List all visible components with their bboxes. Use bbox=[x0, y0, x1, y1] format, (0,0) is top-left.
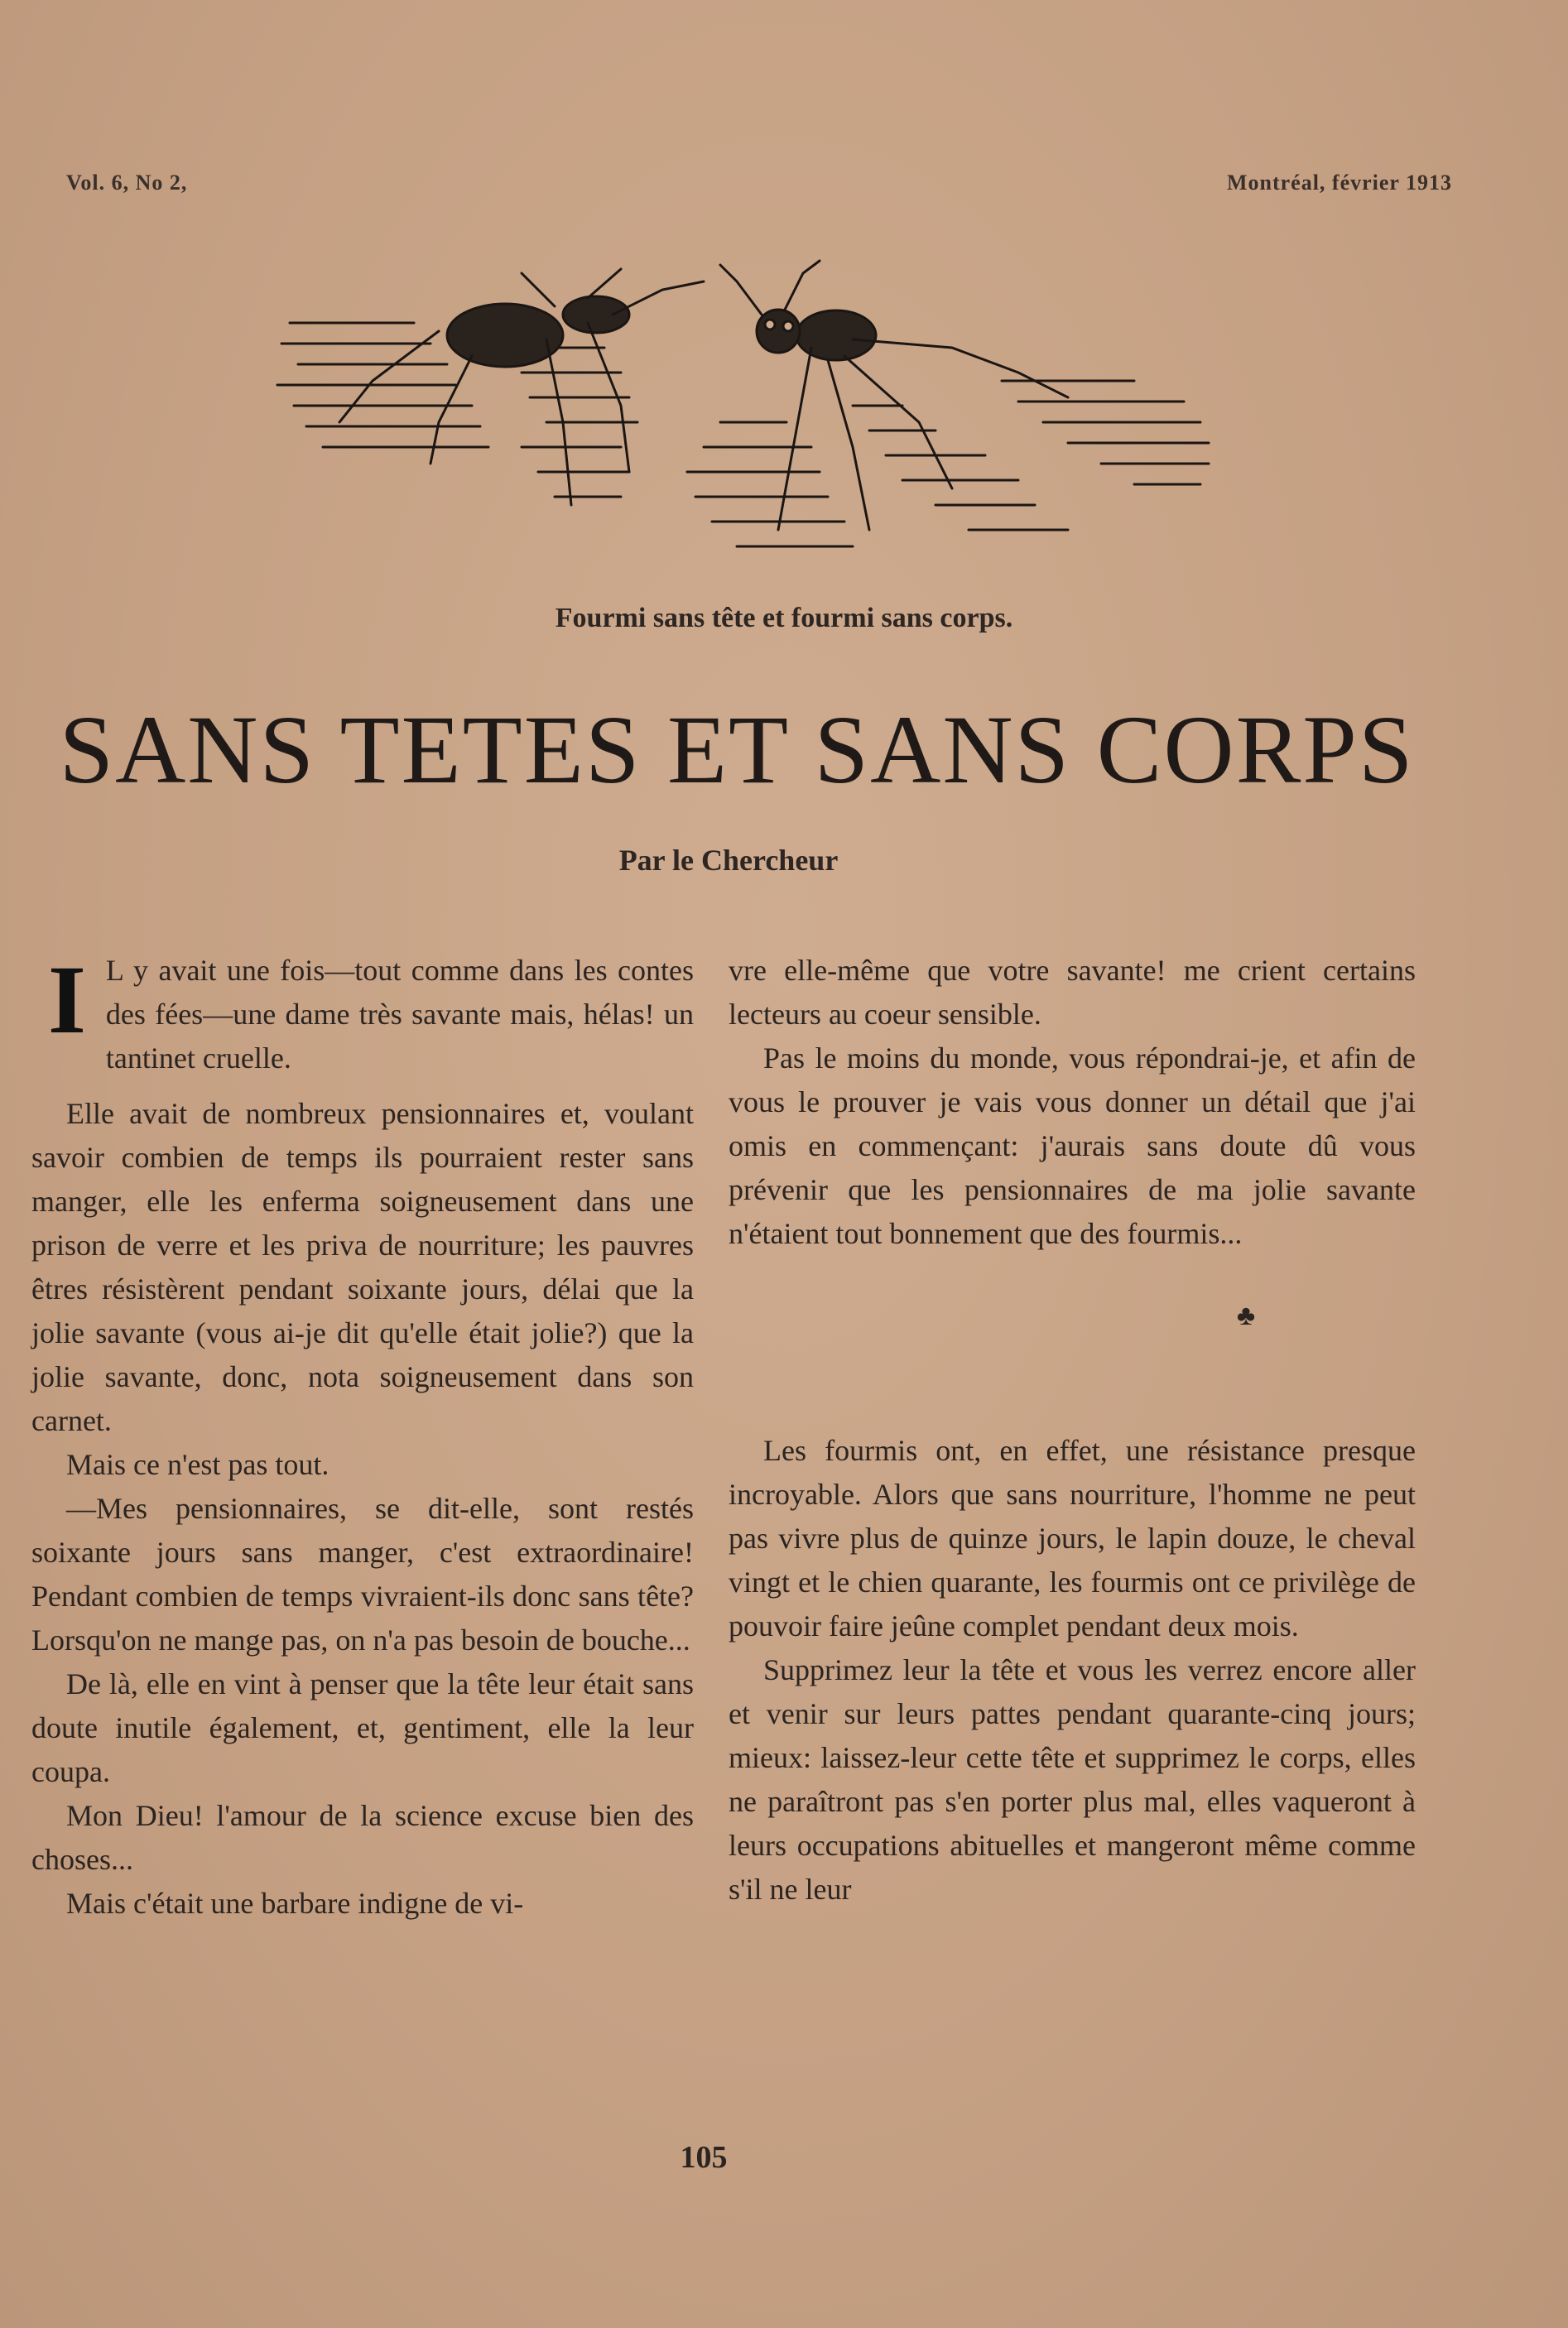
ornament-icon: ♣ bbox=[1236, 1301, 1256, 1331]
paragraph: —Mes pensionnaires, se dit-elle, sont restés soixante jours sans manger, c'est extraordinaire! Pendant combien de temps vivraient-ils donc sans tête? Lorsqu'on ne mange pas, on n'a pas besoin de bouche... bbox=[31, 1492, 694, 1657]
page-number: 105 bbox=[680, 2140, 728, 2175]
paragraph: Pas le moins du monde, vous répondrai-je, et afin de vous le prouver je vais vous donner un détail que j'ai omis en commençant: j'aurais sans doute dû vous prévenir que les pensionnaires de ma jolie savante n'étaient tout bonnement que des fourmis... bbox=[729, 1041, 1416, 1250]
article-title: SANS TETES ET SANS CORPS bbox=[59, 695, 1415, 804]
paragraph: De là, elle en vint à penser que la tête leur était sans doute inutile également, et, gentiment, elle la leur coupa. bbox=[31, 1667, 694, 1788]
paragraph: Mais c'était une barbare indigne de vi- bbox=[66, 1887, 524, 1920]
right-column bbox=[729, 949, 1416, 1912]
paragraph: Elle avait de nombreux pensionnaires et, voulant savoir combien de temps ils pourraient rester sans manger, elle les enferma soigneusement dans une prison de verre et les priva de nourriture; les pauvres êtres résistèrent pendant soixante jours, délai que la jolie savante (vous ai-je dit qu'elle était jolie?) que la jolie savante, donc, nota soigneusement dans son carnet. bbox=[31, 1097, 694, 1437]
paragraph: Les fourmis ont, en effet, une résistance presque incroyable. Alors que sans nourriture, l'homme ne peut pas vivre plus de quinze jours, le lapin douze, le cheval vingt et le chien quarante, les fourmis ont ce privilège de pouvoir faire jeûne complet pendant deux mois. bbox=[729, 1434, 1416, 1643]
byline: Par le Chercheur bbox=[618, 844, 839, 877]
illustration-caption: Fourmi sans tête et fourmi sans corps. bbox=[555, 603, 1013, 633]
paragraph: Mais ce n'est pas tout. bbox=[66, 1448, 329, 1481]
dropcap: I bbox=[48, 945, 86, 1054]
paragraph: Supprimez leur la tête et vous les verrez encore aller et venir sur leurs pattes pendant quarante-cinq jours; mieux: laissez-leur cette tête et supprimez le corps, elles ne paraîtront pas s'en porter plus mal, elles vaqueront à leurs occupations abituelles et mangeront même comme s'il ne leur bbox=[729, 1653, 1416, 1906]
paragraph: I L y avait une fois—tout comme dans les contes des fées—une dame très savante mais, hélas! un tantinet cruelle. bbox=[48, 945, 694, 1075]
issue-info: Vol. 6, No 2, bbox=[66, 171, 188, 195]
two-ants-engraving-icon bbox=[273, 257, 1217, 571]
paragraph: Mon Dieu! l'amour de la science excuse bien des choses... bbox=[31, 1799, 694, 1876]
left-column bbox=[31, 945, 694, 1926]
place-date: Montréal, février 1913 bbox=[1226, 171, 1452, 195]
paragraph: vre elle-même que votre savante! me crient certains lecteurs au coeur sensible. bbox=[729, 954, 1416, 1031]
